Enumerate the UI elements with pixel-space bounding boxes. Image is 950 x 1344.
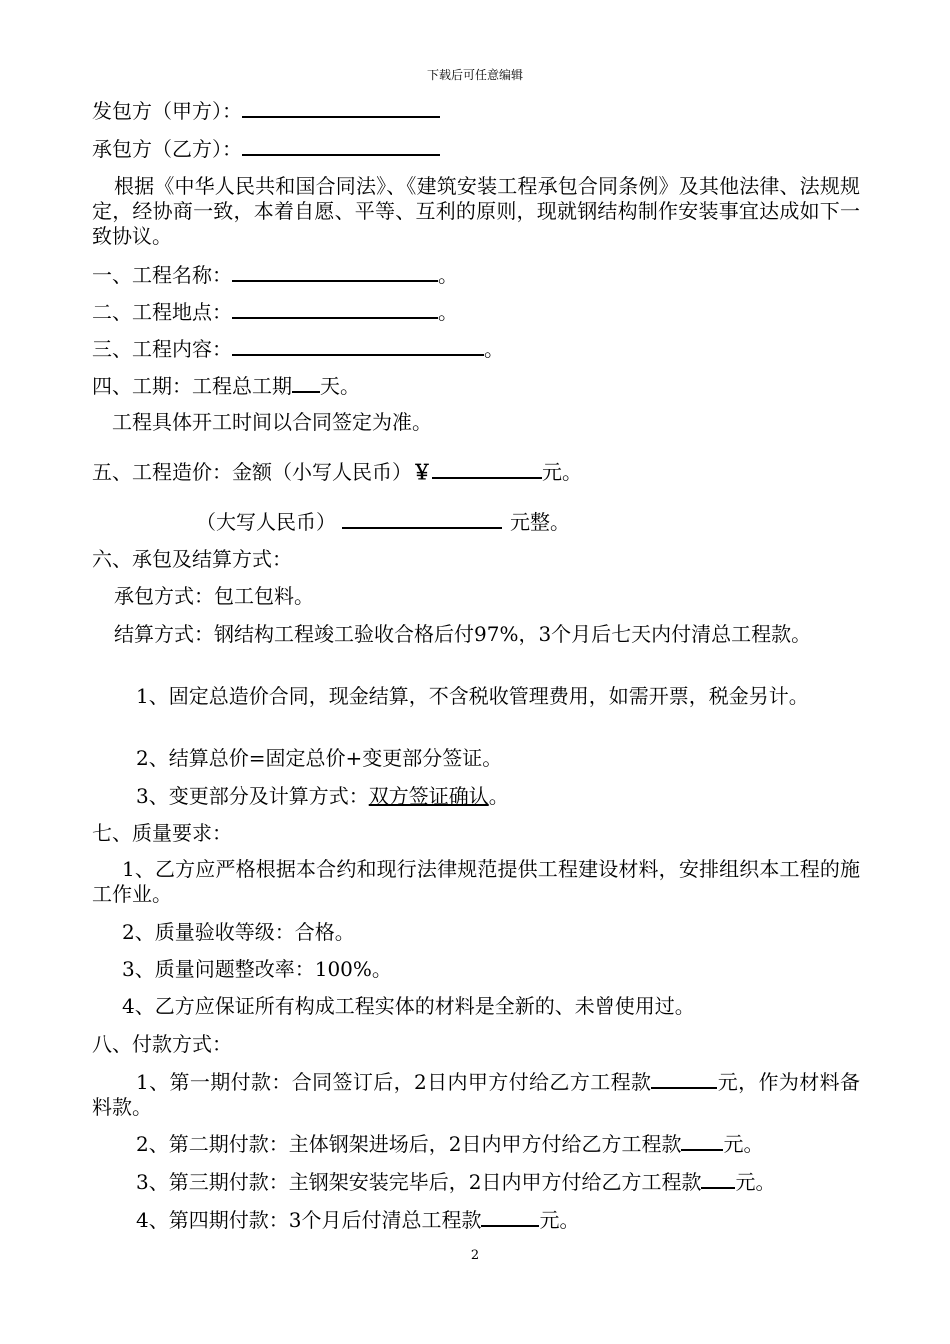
party-b-blank[interactable]	[242, 136, 440, 156]
payment-1-blank[interactable]	[651, 1069, 717, 1089]
page-number: 2	[470, 1248, 480, 1263]
project-name-blank[interactable]	[232, 262, 438, 282]
section-7-item-1: 1、乙方应严格根据本合约和现行法律规范提供工程建设材料，安排组织本工程的施工作业。	[92, 857, 860, 906]
duration-days-blank[interactable]	[292, 373, 320, 393]
section-7-item-2: 2、质量验收等级：合格。	[122, 920, 355, 944]
section-3-label: 三、工程内容：	[92, 337, 232, 361]
section-6-title: 六、承包及结算方式：	[92, 547, 292, 571]
section-4-duration	[92, 373, 860, 399]
project-content-blank[interactable]	[232, 336, 484, 356]
section-8-item-1	[92, 1069, 860, 1120]
section-6-item-3	[136, 784, 904, 809]
section-3-project-content	[92, 336, 860, 362]
page-header: 下载后可任意编辑	[426, 68, 523, 82]
payment-1-label: 1、第一期付款：合同签订后，2日内甲方付给乙方工程款	[136, 1070, 652, 1094]
payment-4-label: 4、第四期付款：3个月后付清总工程款	[136, 1208, 482, 1232]
party-b-label: 承包方（乙方）：	[92, 137, 242, 161]
payment-2-blank[interactable]	[681, 1131, 723, 1151]
section-1-label: 一、工程名称：	[92, 263, 232, 287]
section-8-item-3	[136, 1169, 904, 1195]
party-b-line	[92, 136, 860, 162]
section-4-end: 天。	[320, 374, 360, 398]
yen-symbol: ￥	[412, 460, 432, 484]
section-5-capital-amount	[196, 509, 950, 535]
section-6-item-1: 1、固定总造价合同，现金结算，不含税收管理费用，如需开票，税金另计。	[136, 684, 809, 708]
section-6-contract-mode: 承包方式：包工包料。	[114, 584, 314, 608]
payment-4-blank[interactable]	[481, 1207, 539, 1227]
section-6-item-2: 2、结算总价=固定总价+变更部分签证。	[136, 746, 503, 770]
section-6-item-3-label: 3、变更部分及计算方式：	[136, 784, 369, 808]
party-a-blank[interactable]	[242, 98, 440, 118]
section-1-project-name	[92, 262, 860, 288]
project-location-blank[interactable]	[232, 299, 438, 319]
section-2-label: 二、工程地点：	[92, 300, 232, 324]
section-7-item-4: 4、乙方应保证所有构成工程实体的材料是全新的、未曾使用过。	[122, 994, 695, 1018]
section-2-end: 。	[438, 300, 458, 324]
payment-3-label: 3、第三期付款：主钢架安装完毕后，2日内甲方付给乙方工程款	[136, 1170, 702, 1194]
price-amount-blank[interactable]	[432, 459, 542, 479]
section-6-item-3-end: 。	[488, 784, 509, 808]
capital-amount-label: （大写人民币）	[196, 510, 336, 534]
section-4-note: 工程具体开工时间以合同签定为准。	[112, 410, 432, 434]
section-6-settlement: 结算方式：钢结构工程竣工验收合格后付97%，3个月后七天内付清总工程款。	[114, 622, 812, 646]
section-3-end: 。	[484, 337, 504, 361]
section-6-item-3-underlined: 双方签证确认	[368, 784, 489, 808]
payment-2-label: 2、第二期付款：主体钢架进场后，2日内甲方付给乙方工程款	[136, 1132, 682, 1156]
capital-amount-end: 元整。	[510, 510, 570, 534]
section-2-project-location	[92, 299, 860, 325]
section-1-end: 。	[438, 263, 458, 287]
payment-1-end: 元，作为材料备料款。	[92, 1070, 861, 1119]
section-7-item-3: 3、质量问题整改率：100%。	[122, 957, 392, 981]
payment-3-end: 元。	[735, 1170, 776, 1194]
payment-4-end: 元。	[539, 1208, 580, 1232]
capital-amount-blank[interactable]	[342, 509, 502, 529]
party-a-line	[92, 98, 860, 124]
payment-2-end: 元。	[723, 1132, 764, 1156]
payment-3-blank[interactable]	[701, 1169, 735, 1189]
section-5-label: 五、工程造价：金额（小写人民币）	[92, 460, 412, 484]
section-5-price	[92, 459, 860, 485]
intro-paragraph: 根据《中华人民共和国合同法》、《建筑安装工程承包合同条例》及其他法律、法规规定，经协商一致，本着自愿、平等、互利的原则，现就钢结构制作安装事宜达成如下一致协议。	[92, 174, 860, 248]
section-7-title: 七、质量要求：	[92, 821, 232, 845]
section-5-end: 元。	[542, 460, 582, 484]
section-8-title: 八、付款方式：	[92, 1032, 232, 1056]
section-8-item-2	[136, 1131, 904, 1157]
section-8-item-4	[136, 1207, 904, 1233]
section-4-label: 四、工期：工程总工期	[92, 374, 292, 398]
party-a-label: 发包方（甲方）：	[92, 99, 242, 123]
